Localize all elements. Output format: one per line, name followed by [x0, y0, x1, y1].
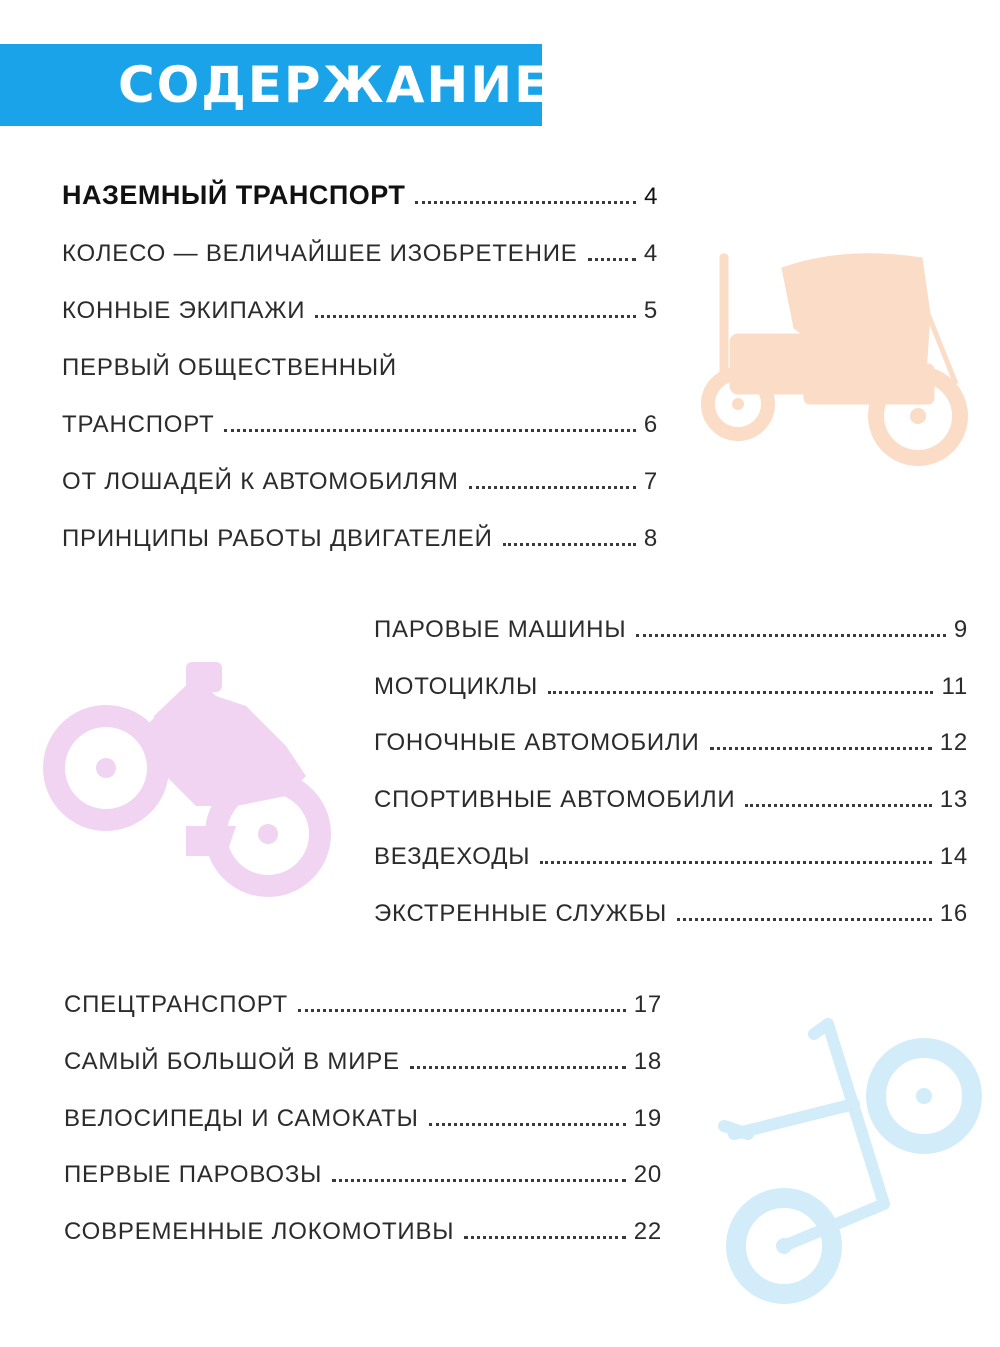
toc-entry[interactable]: [374, 843, 968, 871]
toc-entry-label: НАЗЕМНЫЙ ТРАНСПОРТ: [62, 180, 406, 210]
toc-entry-label: ВЕЗДЕХОДЫ: [374, 843, 531, 870]
toc-entry-page: 17: [633, 991, 662, 1018]
toc-entry[interactable]: [62, 468, 658, 496]
toc-entry-page: 7: [643, 468, 658, 495]
toc-entry-page: 4: [644, 183, 658, 210]
toc-entry-page: 22: [633, 1218, 662, 1245]
toc-entry[interactable]: [374, 900, 968, 928]
toc-leader: [429, 1123, 626, 1126]
toc-entry-label: ТРАНСПОРТ: [62, 411, 215, 438]
toc-leader: [548, 691, 933, 694]
toc-entry-label: СОВРЕМЕННЫЕ ЛОКОМОТИВЫ: [64, 1218, 455, 1245]
toc-entry-page: 6: [643, 411, 658, 438]
toc-leader: [298, 1009, 626, 1012]
toc-entry-page: 11: [941, 673, 968, 700]
toc-leader: [540, 861, 931, 864]
toc-entry[interactable]: [64, 1105, 662, 1133]
toc-entry-label: ГОНОЧНЫЕ АВТОМОБИЛИ: [374, 729, 700, 756]
toc-entry-page: 18: [633, 1048, 662, 1075]
toc-entry-page: 19: [633, 1105, 662, 1132]
toc-leader: [464, 1236, 625, 1239]
toc-entry-page: 14: [939, 843, 968, 870]
toc-entry[interactable]: [62, 297, 658, 325]
toc-leader: [410, 1066, 626, 1069]
toc-entry-label: ВЕЛОСИПЕДЫ И САМОКАТЫ: [64, 1105, 419, 1132]
toc-entry-page: 8: [643, 525, 658, 552]
toc-leader: [224, 429, 635, 432]
toc-leader: [710, 747, 932, 750]
toc-entry[interactable]: [62, 180, 658, 211]
toc-entry-page: 4: [643, 240, 658, 267]
toc-leader: [636, 634, 945, 637]
toc-entry[interactable]: [64, 1048, 662, 1076]
toc-leader: [332, 1179, 625, 1182]
toc-entry-label: САМЫЙ БОЛЬШОЙ В МИРЕ: [64, 1048, 400, 1075]
toc-entry[interactable]: [374, 616, 968, 644]
toc-entry[interactable]: [62, 411, 658, 439]
toc-entry-label: СПЕЦТРАНСПОРТ: [64, 991, 288, 1018]
toc-entry[interactable]: [374, 786, 968, 814]
toc-leader: [503, 543, 636, 546]
page-title: СОДЕРЖАНИЕ: [118, 56, 551, 114]
toc-entry-label: МОТОЦИКЛЫ: [374, 673, 539, 700]
bicycle-icon: [704, 1014, 984, 1304]
toc-entry-label: КОННЫЕ ЭКИПАЖИ: [62, 297, 306, 324]
toc-entry[interactable]: [374, 729, 968, 757]
toc-leader: [588, 258, 636, 261]
toc-leader: [315, 315, 636, 318]
toc-entry-label: ЭКСТРЕННЫЕ СЛУЖБЫ: [374, 900, 668, 927]
toc-entry-page: 16: [939, 900, 968, 927]
toc-entry-label: ПРИНЦИПЫ РАБОТЫ ДВИГАТЕЛЕЙ: [62, 525, 493, 552]
toc-leader: [469, 486, 636, 489]
toc-entry-page: 9: [953, 616, 968, 643]
toc-entry-label: ПЕРВЫЙ ОБЩЕСТВЕННЫЙ: [62, 354, 397, 381]
toc-leader: [745, 804, 931, 807]
toc-entry-page: 12: [939, 729, 968, 756]
toc-entry-page: 20: [633, 1161, 662, 1188]
toc-leader: [415, 201, 636, 204]
toc-entry[interactable]: [62, 240, 658, 268]
toc-entry[interactable]: [64, 991, 662, 1019]
carriage-icon: [694, 244, 970, 474]
toc-entry-label: ПАРОВЫЕ МАШИНЫ: [374, 616, 627, 643]
toc-entry-label: СПОРТИВНЫЕ АВТОМОБИЛИ: [374, 786, 736, 813]
toc-entry[interactable]: [62, 354, 397, 382]
toc-entry[interactable]: [64, 1161, 662, 1189]
toc-entry-page: 5: [643, 297, 658, 324]
toc-entry[interactable]: [64, 1218, 662, 1246]
toc-entry-label: ПЕРВЫЕ ПАРОВОЗЫ: [64, 1161, 323, 1188]
toc-entry-label: ОТ ЛОШАДЕЙ К АВТОМОБИЛЯМ: [62, 468, 459, 495]
toc-entry[interactable]: [62, 525, 658, 553]
toc-entry[interactable]: [374, 673, 968, 701]
toc-entry-page: 13: [939, 786, 968, 813]
motorcycle-icon: [36, 656, 342, 906]
toc-leader: [677, 918, 932, 921]
toc-entry-label: КОЛЕСО — ВЕЛИЧАЙШЕЕ ИЗОБРЕТЕНИЕ: [62, 240, 578, 267]
